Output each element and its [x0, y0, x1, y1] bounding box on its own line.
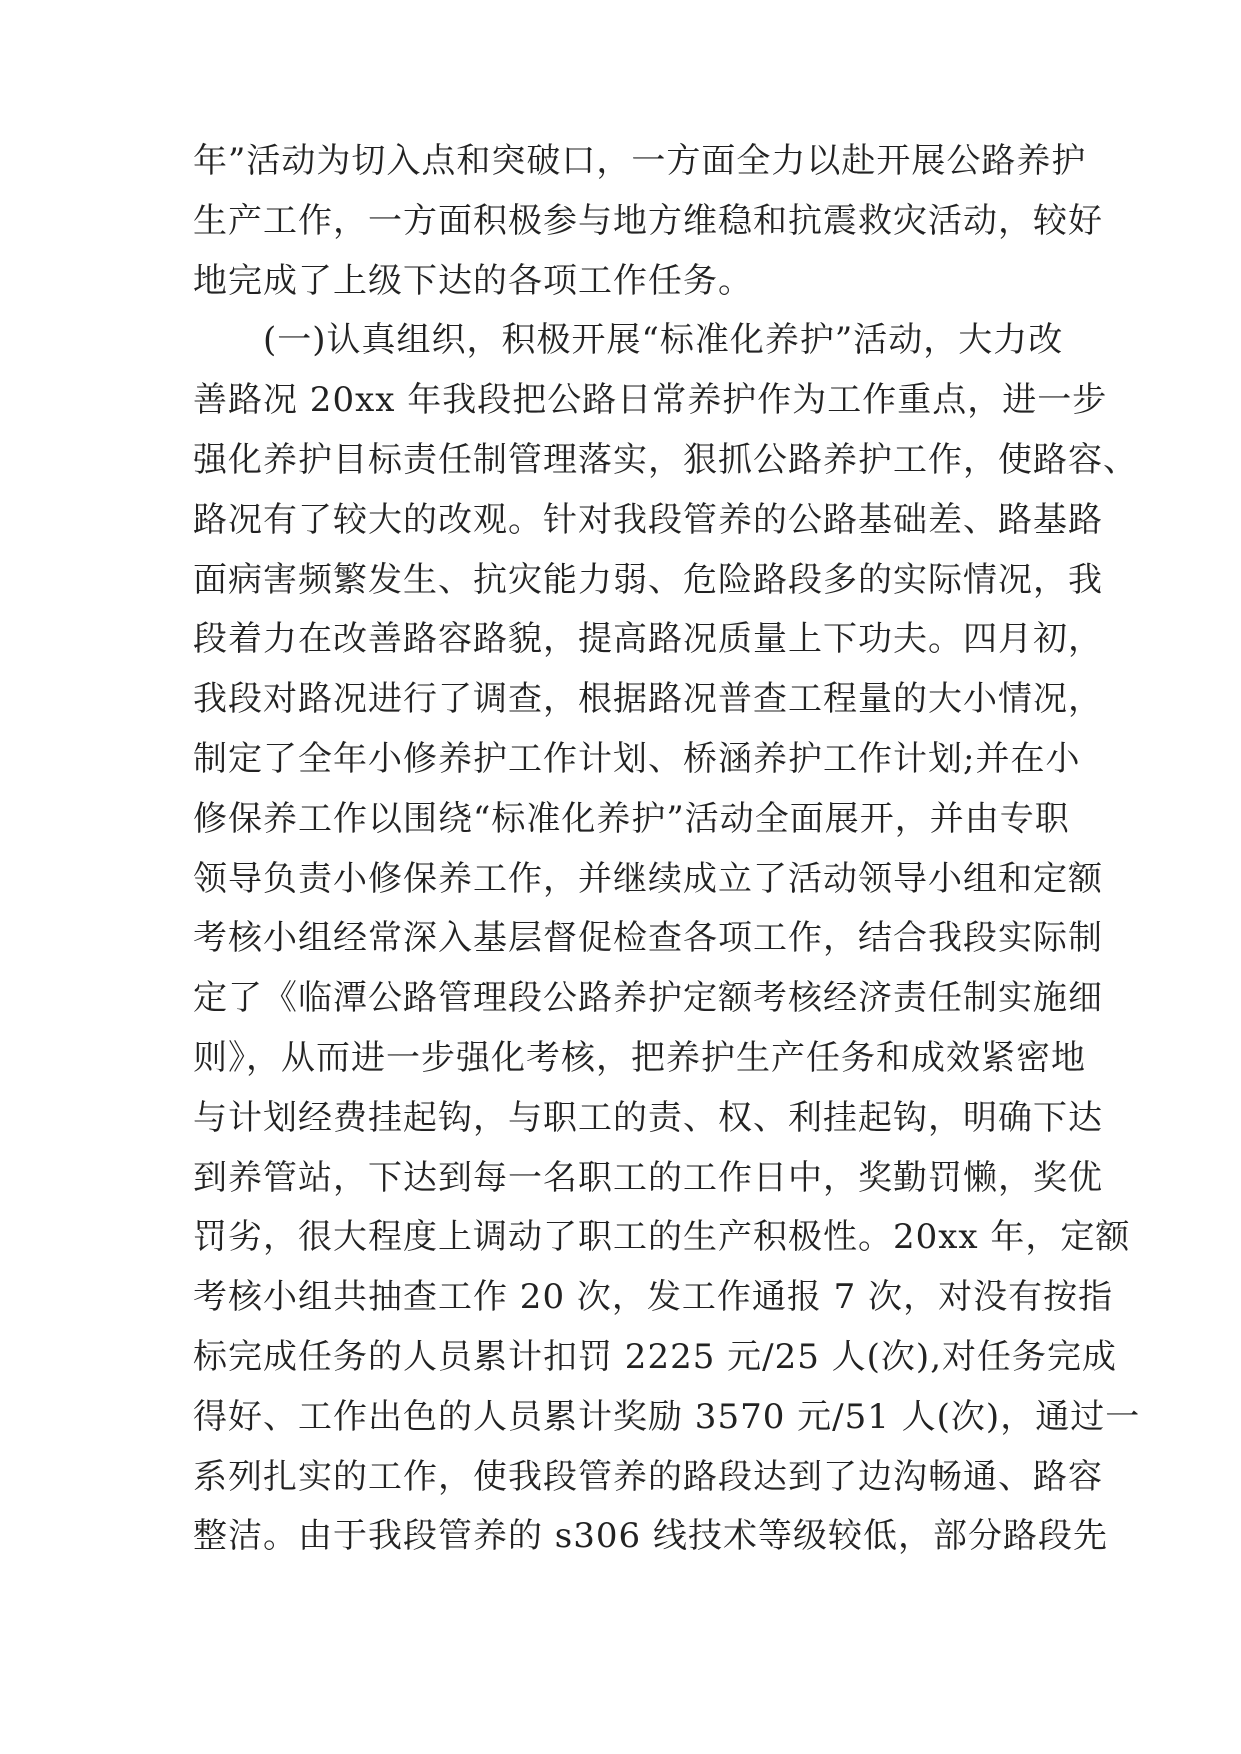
- text-line: 整洁。由于我段管养的 s306 线技术等级较低，部分路段先: [193, 1516, 1108, 1557]
- text-line: 罚劣，很大程度上调动了职工的生产积极性。20xx 年，定额: [193, 1217, 1131, 1258]
- text-line: 得好、工作出色的人员累计奖励 3570 元/51 人(次)，通过一: [193, 1396, 1141, 1437]
- text-line: (一)认真组织，积极开展“标准化养护”活动，大力改: [193, 320, 1064, 361]
- text-line: 考核小组经常深入基层督促检查各项工作，结合我段实际制: [193, 918, 1103, 959]
- text-line: 则》，从而进一步强化考核，把养护生产任务和成效紧密地: [193, 1037, 1086, 1078]
- text-line: 强化养护目标责任制管理落实，狠抓公路养护工作，使路容、: [193, 439, 1138, 480]
- text-line: 年”活动为切入点和突破口，一方面全力以赴开展公路养护: [193, 141, 1087, 181]
- text-line: 路况有了较大的改观。针对我段管养的公路基础差、路基路: [193, 499, 1103, 540]
- body-text: [193, 132, 1141, 1567]
- text-line: 领导负责小修保养工作，并继续成立了活动领导小组和定额: [193, 858, 1103, 899]
- text-line: 段着力在改善路容路貌，提高路况质量上下功夫。四月初，: [193, 619, 1103, 660]
- text-line: 到养管站，下达到每一名职工的工作日中，奖勤罚懒，奖优: [193, 1157, 1103, 1198]
- text-line: 面病害频繁发生、抗灾能力弱、危险路段多的实际情况，我: [193, 559, 1103, 600]
- text-line: 与计划经费挂起钩，与职工的责、权、利挂起钩，明确下达: [193, 1097, 1103, 1138]
- text-line: 修保养工作以围绕“标准化养护”活动全面展开，并由专职: [193, 798, 1070, 839]
- text-line: 标完成任务的人员累计扣罚 2225 元/25 人(次),对任务完成: [193, 1336, 1118, 1377]
- text-line: 考核小组共抽查工作 20 次，发工作通报 7 次，对没有按指: [193, 1277, 1114, 1318]
- text-line: 善路况 20xx 年我段把公路日常养护作为工作重点，进一步: [193, 380, 1108, 421]
- text-line: 定了《临潭公路管理段公路养护定额考核经济责任制实施细: [193, 978, 1103, 1019]
- text-line: 地完成了上级下达的各项工作任务。: [193, 260, 753, 301]
- text-line: 制定了全年小修养护工作计划、桥涵养护工作计划;并在小: [193, 738, 1081, 779]
- text-line: 生产工作，一方面积极参与地方维稳和抗震救灾活动，较好: [193, 200, 1103, 241]
- text-line: 我段对路况进行了调查，根据路况普查工程量的大小情况，: [193, 679, 1103, 720]
- text-line: 系列扎实的工作，使我段管养的路段达到了边沟畅通、路容: [193, 1456, 1103, 1497]
